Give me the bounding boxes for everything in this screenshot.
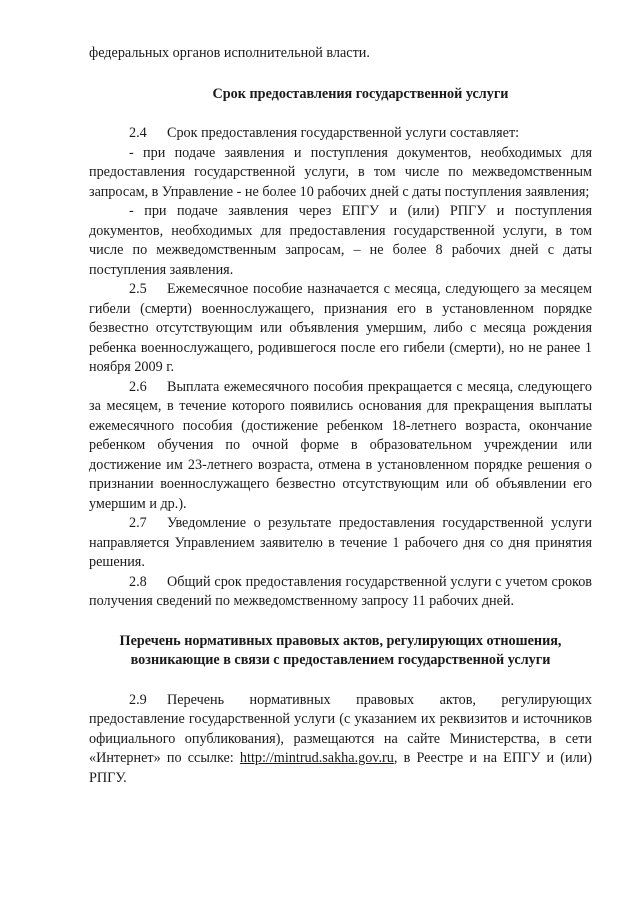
paragraph-text: Уведомление о результате предоставления государственной услуги направляется Управлением заявителю в течение 1 рабочего дня со дня принятия решения. [89, 515, 592, 570]
paragraph-2-5 [89, 280, 592, 378]
intro-text: федеральных органов исполнительной власти. [89, 45, 370, 61]
heading-line: Перечень нормативных правовых актов, регулирующих отношения, [119, 632, 562, 649]
paragraph-text: , в Реестре и на ЕПГУ и (или) РПГУ. [89, 750, 592, 786]
paragraph-number: 2.4 [129, 125, 147, 141]
paragraph-2-4 [89, 124, 592, 144]
section-heading-legal-acts [89, 632, 592, 671]
paragraph-2-9 [89, 691, 592, 789]
paragraph-text: Срок предоставления государственной услуги составляет: [167, 125, 520, 141]
bullet-item: - при подаче заявления и поступления документов, необходимых для предоставления государственной услуги, в том числе по межведомственным запросам, в Управление - не более 10 рабочих дней с даты поступления заявления; [89, 144, 592, 200]
paragraph-text: Перечень нормативных правовых актов, регулирующих предоставление государственной услуги (с указанием их реквизитов и источников официального опубликования), размещаются на сайте Министерства, в сети «Интернет» по ссылке: [89, 691, 592, 766]
paragraph-number: 2.5 [129, 281, 147, 297]
heading-line: возникающие в связи с предоставлением государственной услуги [130, 652, 551, 668]
paragraph-text: Выплата ежемесячного пособия прекращается с месяца, следующего за месяцем, в течение которого появились основания для прекращения выплаты ежемесячного пособия (достижение ребенком 18-летнего возраста, окончание ребенком обучения по очной форме в образовательном учреждении или достижение им 23-летнего возраста, отмена в установленном порядке решения о признании военнослужащего безвестно отсутствующим или об объявлении его умершим и др.). [89, 378, 592, 512]
paragraph-number: 2.6 [129, 378, 147, 395]
paragraph-number: 2.7 [129, 515, 147, 531]
paragraph-text: Ежемесячное пособие назначается с месяца, следующего за месяцем гибели (смерти) военнослужащего, признания его в установленном порядке безвестно отсутствующим или объявления умершим, либо с месяца рождения ребенка военнослужащего, родившегося после его гибели (смерти), но не ранее 1 ноября 2009 г. [89, 281, 592, 375]
paragraph-text: Общий срок предоставления государственной услуги с учетом сроков получения сведений по межведомственному запросу 11 рабочих дней. [89, 573, 592, 609]
paragraph-2-6 [89, 378, 592, 515]
ministry-website-link[interactable]: http://mintrud.sakha.gov.ru [239, 750, 394, 766]
paragraph-number: 2.8 [129, 573, 147, 590]
paragraph-2-8 [89, 573, 592, 612]
bullet-item: - при подаче заявления через ЕПГУ и (или) РПГУ и поступления документов, необходимых для предоставления государственной услуги, в том числе по межведомственным запросам, – не более 8 рабочих дней с даты поступления заявления. [89, 203, 592, 278]
section-heading-term: Срок предоставления государственной услуги [212, 85, 509, 102]
paragraph-number: 2.9 [129, 691, 147, 708]
paragraph-2-7 [89, 514, 592, 573]
